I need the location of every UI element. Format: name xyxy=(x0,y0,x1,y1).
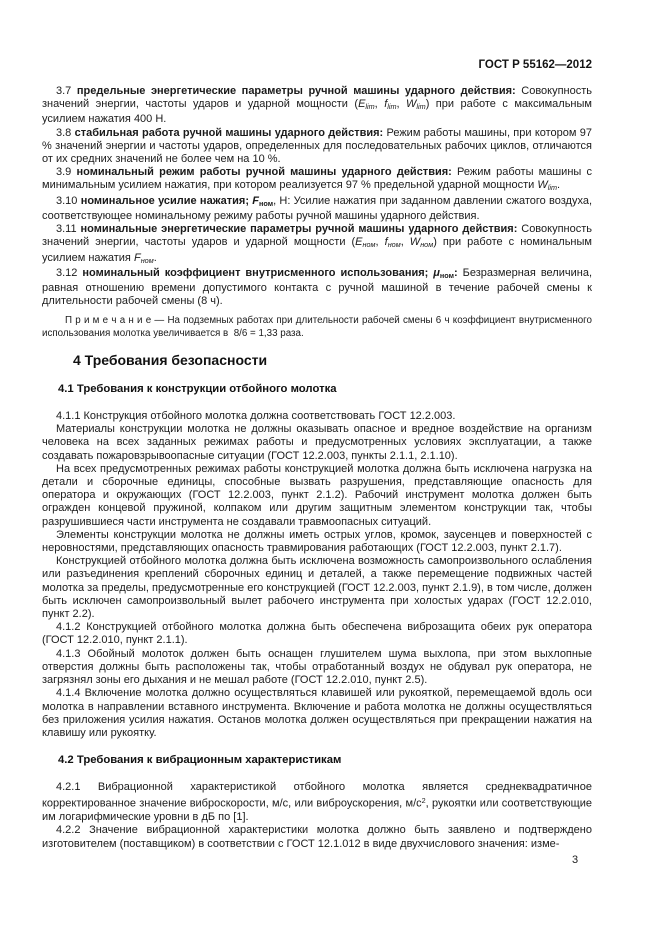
text-run: 3.11 xyxy=(56,223,81,236)
text-run: 4.1.1 Конструкция отбойного молотка должна соответствовать ГОСТ 12.2.003. xyxy=(56,410,456,423)
document-header: ГОСТ Р 55162—2012 xyxy=(478,59,592,71)
text-run: 3.10 xyxy=(56,194,81,207)
text-run: lim xyxy=(547,183,558,193)
paragraph xyxy=(42,687,596,740)
text-run: , Н: Усилие нажатия при заданном давлении сжатого воздуха, соответствующее номинальному режиму работы ручной машины ударного действия. xyxy=(42,194,596,222)
text-run: 3.9 xyxy=(56,166,77,179)
paragraph xyxy=(42,266,596,309)
document-body xyxy=(42,85,596,851)
text-run: 4.1 Требования к конструкции отбойного молотка xyxy=(58,383,337,396)
text-run: номинальное усилие нажатия; xyxy=(80,194,253,207)
text-run: На всех предусмотренных режимах работы конструкцией молотка должна быть исключена нагрузка на детали и сборочные единицы, способные вызвать разрушения, представляющие опасность для оператора и окружающих (ГОСТ 12.2.003, пункт 2.1.2). Рабочий инструмент молотка должен быть огражден концевой пружиной, колпаком или другим защитным элементом конструкции так, чтобы разрушившиеся части инструмента не создавали травмоопасных ситуаций. xyxy=(42,462,596,528)
text-run: f xyxy=(384,236,388,249)
text-run: lim xyxy=(416,102,426,112)
text-run: 4.1.3 Обойный молоток должен быть оснащен глушителем шума выхлопа, при этом выхлопные отверстия должны быть расположены так, чтобы отработанный воздух не обдувал рук оператора, не загрязнял зоны его дыхания и не мешал работе (ГОСТ 12.2.010, пункт 2.5). xyxy=(42,647,596,687)
text-run: E xyxy=(358,98,366,111)
text-run: 4.2 Требования к вибрационным характеристикам xyxy=(58,754,342,767)
text-run: , xyxy=(374,98,385,111)
paragraph xyxy=(42,781,596,824)
text-run: , xyxy=(396,98,407,111)
text-run: 3.7 xyxy=(56,85,77,97)
text-run: Элементы конструкции молотка не должны иметь острых углов, кромок, заусенцев и поверхностей с неровностями, представляющих опасность травмирования работающих (ГОСТ 12.2.003, пункт 2.1.7). xyxy=(42,528,596,555)
text-run: , xyxy=(375,236,385,249)
text-run: Конструкцией отбойного молотка должна быть исключена возможность самопроизвольного ослабления или разъединения креплений сборочных единиц и деталей, а также перемещение подвижных частей молотка за пределы, предусмотренные его конструкцией (ГОСТ 12.2.003, пункт 2.1.9), в том числе, должен быть исключен самопроизвольный вылет рабочего инструмента при холостых ударах (ГОСТ 12.2.010, пункт 2.2). xyxy=(42,555,596,621)
text-run: номинальный режим работы ручной машины ударного действия: xyxy=(76,166,452,179)
text-run: lim xyxy=(387,102,397,112)
paragraph xyxy=(42,462,596,529)
text-run: W xyxy=(406,98,417,111)
text-run: W xyxy=(409,236,421,249)
paragraph xyxy=(42,423,596,463)
text-run: номинальный коэффициент внутрисменного использования; xyxy=(82,266,434,279)
paragraph xyxy=(42,528,596,555)
subsection-heading xyxy=(42,753,592,767)
page-number: 3 xyxy=(572,854,579,866)
text-run: , рукоятки или соответствующие им логарифмические уровни в дБ по [1]. xyxy=(42,797,596,824)
text-run: номинальные энергетические параметры ручной машины ударного действия: xyxy=(80,223,518,236)
text-run: ) при работе с номинальным усилием нажатия xyxy=(42,236,596,264)
text-run: 3.8 xyxy=(56,126,75,139)
paragraph xyxy=(42,621,596,647)
text-run: Материалы конструкции молотка не должны оказывать опасное и вредное воздействие на организм человека на всех заданных режимах работы и предусмотренных условиях эксплуатации, а также создавать пожаровзрывоопасные ситуации (ГОСТ 12.2.003, пункты 2.1.1, 2.1.10). xyxy=(42,423,596,462)
text-run: : xyxy=(454,266,458,279)
text-run: Безразмерная величина, равная отношению времени допустимого контакта с ручной машиной в течение рабочей смены к длительности рабочей смены (8 ч). xyxy=(42,266,596,308)
text-run: f xyxy=(384,98,388,111)
text-run: Совокупность значений энергии, частоты ударов и ударной мощности ( xyxy=(42,85,596,111)
paragraph xyxy=(42,824,596,850)
text-run: W xyxy=(537,179,548,192)
text-run: μ xyxy=(433,266,440,279)
text-run: . xyxy=(557,179,561,192)
text-run: ) при работе с максимальным усилием нажатия 400 Н. xyxy=(42,98,596,126)
paragraph xyxy=(42,166,596,194)
text-run: Совокупность значений энергии, частоты ударов и ударной мощности ( xyxy=(42,223,596,249)
paragraph xyxy=(42,223,596,267)
text-run: lim xyxy=(365,102,375,112)
subsection-heading xyxy=(42,382,592,396)
text-run: ном xyxy=(387,240,401,250)
text-run: ном xyxy=(362,240,376,250)
text-run: 4.2.1 Вибрационной характеристикой отбойного молотка является среднеквадратичное корректированное значение виброскорости, м/с, или виброускорения, м/с xyxy=(42,781,596,810)
paragraph xyxy=(42,194,596,223)
text-run: 3.12 xyxy=(56,266,83,279)
paragraph xyxy=(42,85,596,127)
document-content xyxy=(42,58,596,851)
text-run: ном xyxy=(259,198,274,208)
text-run: F xyxy=(133,251,141,264)
text-run: ном xyxy=(420,240,434,250)
text-run: предельные энергетические параметры ручной машины ударного действия: xyxy=(76,85,516,97)
paragraph xyxy=(42,126,596,167)
text-run: ном xyxy=(439,270,454,280)
section-heading xyxy=(42,352,592,369)
text-run: ном xyxy=(140,255,154,265)
text-run: . xyxy=(153,251,157,264)
text-run: 4 Требования безопасности xyxy=(73,352,268,369)
text-run: 4.1.4 Включение молотка должно осуществляться клавишей или рукояткой, перемещаемой вдоль оси молотка в направлении вставного инструмента. Включение и работа молотка не должны осуществляться без приложения усилия нажатия. Останов молотка должен осуществляться при прекращении нажатия на клавишу или рукоятку. xyxy=(42,687,596,739)
text-run: П р и м е ч а н и е — На подземных работах при длительности рабочей смены 6 ч коэффициент внутрисменного использования молотка увеличивается в 8/6 = 1,33 раза. xyxy=(42,315,595,339)
paragraph xyxy=(42,555,596,621)
text-run: 4.1.2 Конструкцией отбойного молотка должна быть обеспечена виброзащита обеих рук оператора (ГОСТ 12.2.010, пункт 2.1.1). xyxy=(42,621,596,647)
note xyxy=(42,315,595,340)
text-run: Режим работы машины с минимальным усилием нажатия, при котором реализуется 97 % предельной ударной мощности xyxy=(42,166,596,192)
text-run: Режим работы машины, при котором 97 % значений энергии и частоты ударов, определенных для последовательных рабочих циклов, отличаются от их средних значений не более чем на 10 %. xyxy=(42,126,596,166)
text-run: 2 xyxy=(421,796,426,806)
text-run: 4.2.2 Значение вибрационной характеристики молотка должно быть заявлено и подтверждено изготовителем (поставщиком) в соответствии с ГОСТ 12.1.012 в виде двухчислового значения: изме- xyxy=(42,824,596,850)
text-run: стабильная работа ручной машины ударного действия: xyxy=(74,126,384,139)
text-run: F xyxy=(252,194,259,207)
text-run: E xyxy=(355,236,363,249)
text-run: , xyxy=(400,236,410,249)
paragraph xyxy=(42,647,596,688)
paragraph xyxy=(42,410,592,423)
